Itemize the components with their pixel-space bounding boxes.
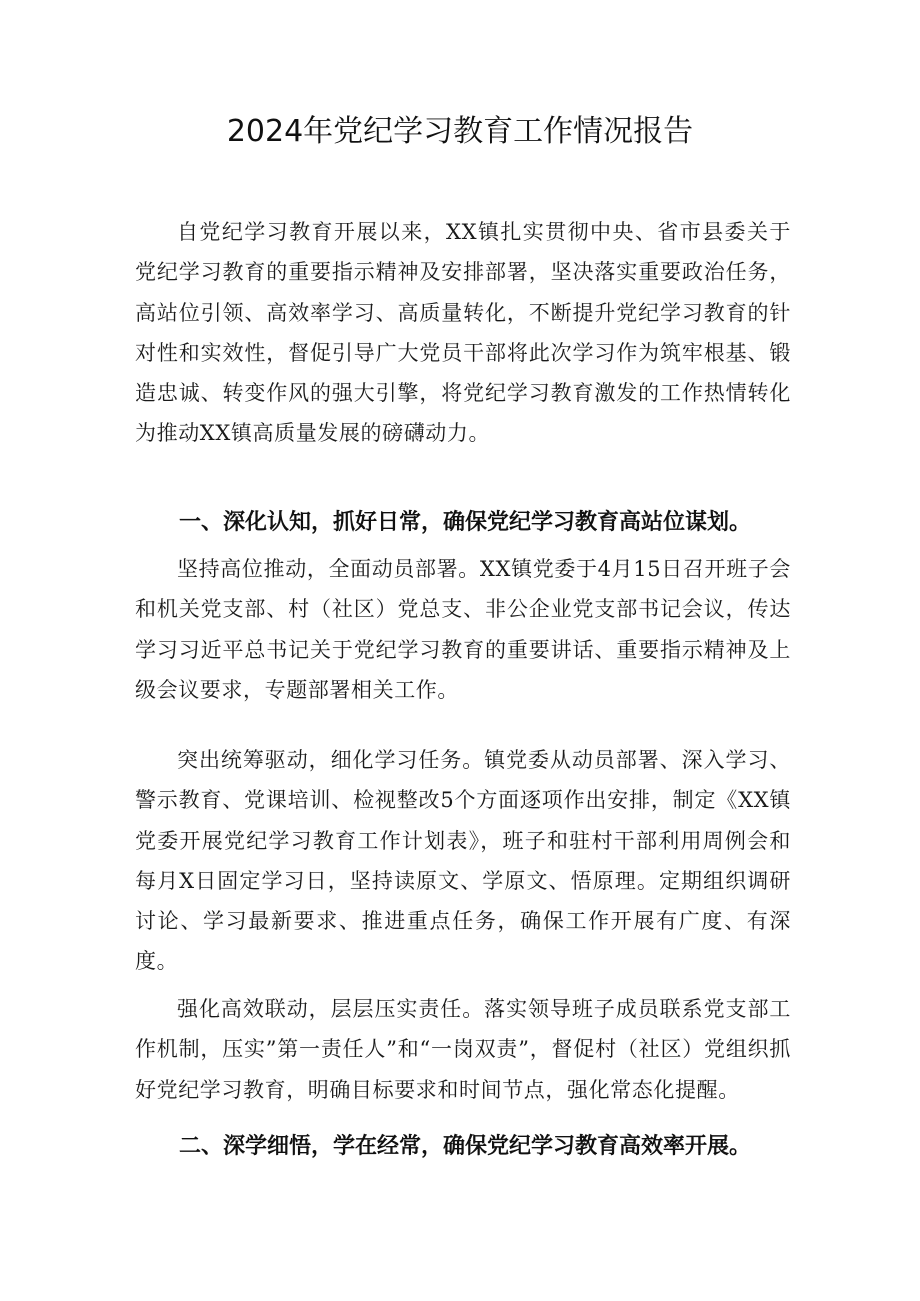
section-2-heading: 二、深学细悟，学在经常，确保党纪学习教育高效率开展。 [179, 1134, 752, 1159]
section-1-heading: 一、深化认知，抓好日常，确保党纪学习教育高站位谋划。 [179, 510, 752, 535]
section-1-paragraph-3: 强化高效联动，层层压实责任。落实领导班子成员联系党支部工作机制，压实”第一责任人”和“一岗双责”，督促村（社区）党组织抓好党纪学习教育，明确目标要求和时间节点，强化常态化提醒。 [135, 997, 791, 1102]
intro-paragraph: 自党纪学习教育开展以来，XX镇扎实贯彻中央、省市县委关于党纪学习教育的重要指示精神及安排部署，坚决落实重要政治任务，高站位引领、高效率学习、高质量转化，不断提升党纪学习教育的针对性和实效性，督促引导广大党员干部将此次学习作为筑牢根基、锻造忠诚、转变作风的强大引擎，将党纪学习教育激发的工作热情转化为推动XX镇高质量发展的磅礴动力。 [135, 220, 791, 446]
section-1-paragraph-2: 突出统筹驱动，细化学习任务。镇党委从动员部署、深入学习、警示教育、党课培训、检视整改5个方面逐项作出安排，制定《XX镇党委开展党纪学习教育工作计划表》，班子和驻村干部利用周例会和每月X日固定学习日，坚持读原文、学原文、悟原理。定期组织调研讨论、学习最新要求、推进重点任务，确保工作开展有广度、有深度。 [135, 748, 791, 974]
section-1-paragraph-1: 坚持高位推动，全面动员部署。XX镇党委于4月15日召开班子会和机关党支部、村（社区）党总支、非公企业党支部书记会议，传达学习习近平总书记关于党纪学习教育的重要讲话、重要指示精神及上级会议要求，专题部署相关工作。 [135, 557, 791, 702]
document-title: 2024年党纪学习教育工作情况报告 [226, 114, 694, 149]
